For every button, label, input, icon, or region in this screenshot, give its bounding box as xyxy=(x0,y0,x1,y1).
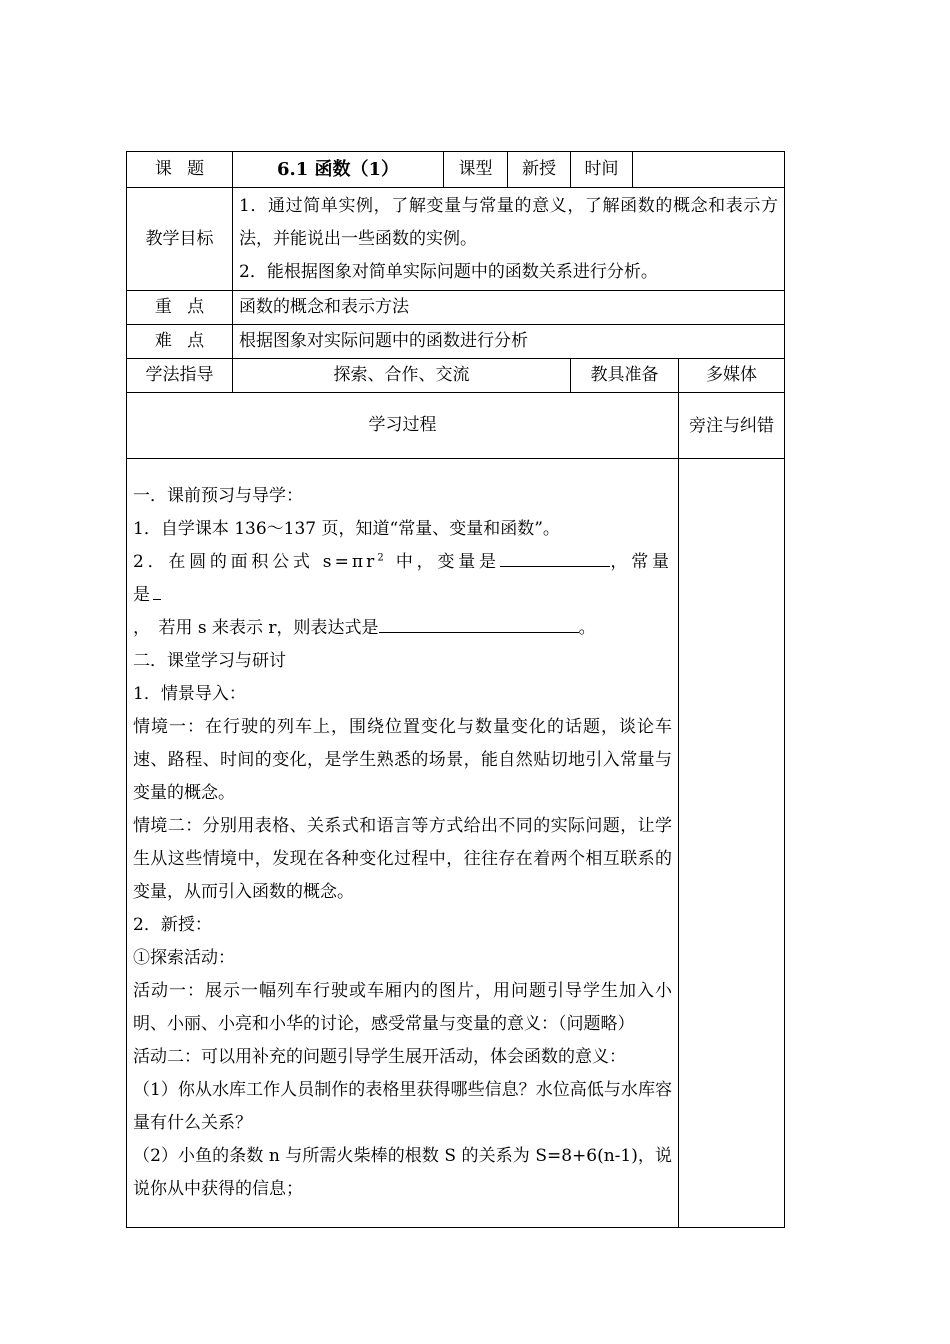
paragraph: 1．情景导入： xyxy=(133,684,246,704)
difficulty-label: 难点 xyxy=(127,325,233,359)
paragraph: ， 若用 s 来表示 r，则表达式是 。 xyxy=(133,612,672,645)
method-row xyxy=(127,359,785,393)
objectives-label: 教学目标 xyxy=(127,188,233,291)
process-header-row xyxy=(127,393,785,459)
answer-blank[interactable] xyxy=(379,612,579,633)
method-value: 探索、合作、交流 xyxy=(233,359,571,393)
process-content xyxy=(127,459,679,1228)
margin-notes-area xyxy=(679,459,785,1228)
tools-label: 教具准备 xyxy=(571,359,679,393)
objectives-content xyxy=(233,188,785,291)
objective-item: 2．能根据图象对简单实际问题中的函数关系进行分析。 xyxy=(239,261,658,282)
paragraph: （1）你从水库工作人员制作的表格里获得哪些信息？水位高低与水库容量有什么关系？ xyxy=(133,1080,672,1133)
time-value xyxy=(633,152,785,188)
paragraph: ①探索活动： xyxy=(133,948,235,968)
answer-blank[interactable] xyxy=(500,546,610,567)
answer-blank[interactable] xyxy=(153,579,161,600)
difficulty-row xyxy=(127,325,785,359)
margin-notes-heading: 旁注与纠错 xyxy=(679,393,785,459)
difficulty-value: 根据图象对实际问题中的函数进行分析 xyxy=(233,325,785,359)
paragraph: 2．在圆的面积公式 $s=\pi r^2$ 中，变量是 ，常量是 xyxy=(133,546,672,612)
section-heading: 二．课堂学习与研讨 xyxy=(133,651,286,671)
method-label: 学法指导 xyxy=(127,359,233,393)
process-content-row xyxy=(127,459,785,1228)
paragraph: 情境二：分别用表格、关系式和语言等方式给出不同的实际问题，让学生从这些情境中，发现在各种变化过程中，往往存在着两个相互联系的变量，从而引入函数的概念。 xyxy=(133,816,672,902)
title-row xyxy=(127,152,785,188)
key-point-label: 重点 xyxy=(127,291,233,325)
time-label: 时间 xyxy=(571,152,633,188)
lesson-plan-table xyxy=(126,151,785,1228)
tools-value: 多媒体 xyxy=(679,359,785,393)
objectives-row xyxy=(127,188,785,291)
process-heading: 学习过程 xyxy=(127,393,679,459)
paragraph: 活动二：可以用补充的问题引导学生展开活动，体会函数的意义： xyxy=(133,1047,626,1067)
paragraph: 活动一：展示一幅列车行驶或车厢内的图片，用问题引导学生加入小明、小丽、小亮和小华的讨论，感受常量与变量的意义：（问题略） xyxy=(133,981,672,1034)
lesson-type-value: 新授 xyxy=(508,152,571,188)
key-point-value: 函数的概念和表示方法 xyxy=(233,291,785,325)
objective-item: 1．通过简单实例，了解变量与常量的意义，了解函数的概念和表示方法，并能说出一些函数的实例。 xyxy=(239,195,778,249)
lesson-type-label: 课型 xyxy=(444,152,508,188)
topic-value: 6.1 函数（1） xyxy=(233,152,444,188)
section-heading: 一．课前预习与导学： xyxy=(133,486,303,506)
topic-label: 课题 xyxy=(127,152,233,188)
paragraph: （2）小鱼的条数 n 与所需火柴棒的根数 S 的关系为 S=8+6(n-1)，说说你从中获得的信息； xyxy=(133,1146,672,1199)
paragraph: 1．自学课本 136～137 页，知道“常量、变量和函数”。 xyxy=(133,519,560,539)
key-point-row xyxy=(127,291,785,325)
paragraph: 2．新授： xyxy=(133,915,212,935)
paragraph: 情境一：在行驶的列车上，围绕位置变化与数量变化的话题，谈论车速、路程、时间的变化，是学生熟悉的场景，能自然贴切地引入常量与变量的概念。 xyxy=(133,717,672,803)
